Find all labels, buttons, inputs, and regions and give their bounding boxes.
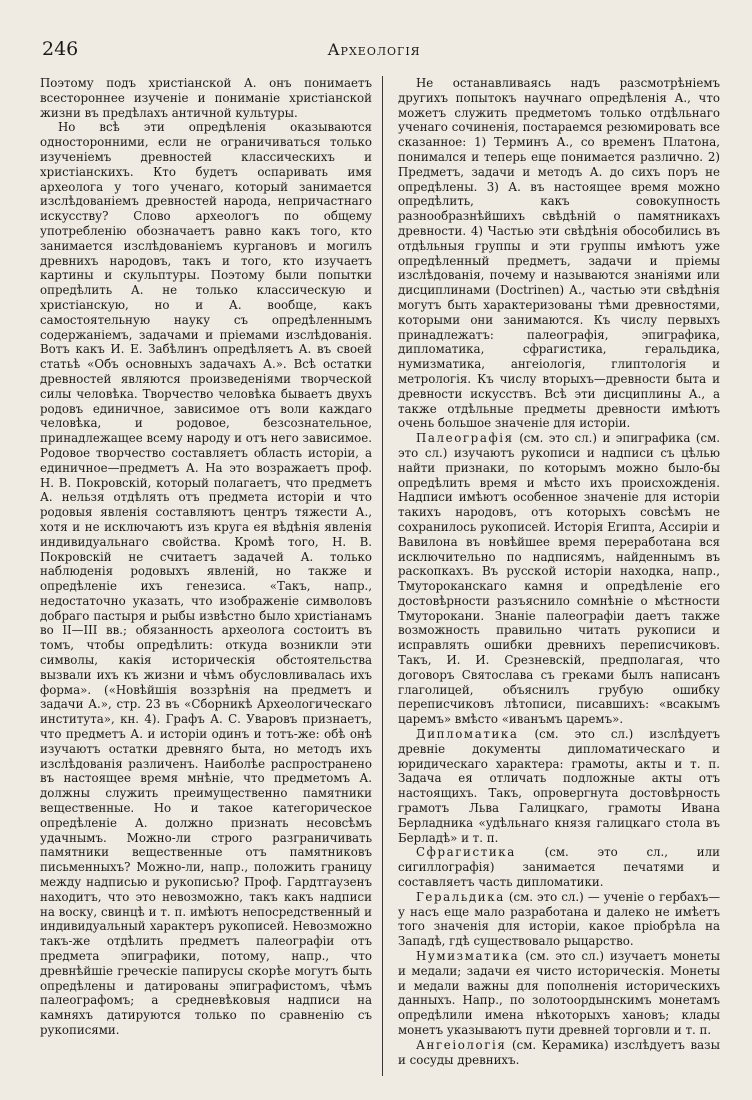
term-heading: Дипломатика: [416, 727, 519, 742]
paragraph: Но всѣ эти опредѣленія оказываются односторонними, если не ограничиваться только изученіемъ древностей классическихъ и христіанскихъ. Кто будетъ оспаривать имя археолога у того ученаго, который занимается изслѣдованіемъ древностей народа, непричастнаго искусству? Слово археологъ по общему употребленію обозначаетъ равно какъ того, кто занимается изслѣдованіемъ кургановъ и могилъ древнихъ народовъ, такъ и того, кто изучаетъ картины и скульптуры. Поэтому были попытки опредѣлить А. не только классическую и христіанскую, но и А. вообще, какъ самостоятельную науку съ опредѣленнымъ содержаніемъ, задачами и пріемами изслѣдованія. Вотъ какъ И. Е. Забѣлинъ опредѣляетъ А. въ своей статьѣ «Объ основныхъ задачахъ А.». Всѣ остатки древностей являются произведеніями творческой силы человѣка. Творчество человѣка бываетъ двухъ родовъ единичное, зависимое отъ воли каждаго человѣка, и родовое, безсознательное, принадлежащее всему народу и отъ него зависимое. Родовое творчество составляетъ область исторіи, а единичное—предметъ А. На это возражаетъ проф. Н. В. Покровскій, который полагаетъ, что предметъ А. нельзя отдѣлять отъ предмета исторіи и что родовыя явленія составляютъ центръ тяжести А., хотя и не исключаютъ изъ круга ея вѣдѣнія явленія индивидуальнаго свойства. Кромѣ того, Н. В. Покровскій не считаетъ задачей А. только наблюденія родовыхъ явленій, но также и опредѣленіе ихъ генезиса. «Такъ, напр., недостаточно указать, что изображеніе символовъ добраго пастыря и рыбы извѣстно было христіанамъ во II—III вв.; обязанность археолога состоитъ въ томъ, чтобы опредѣлить: откуда возникли эти символы, какія историческія обстоятельства вызвали ихъ къ жизни и чѣмъ обусловливалась ихъ форма». («Новѣйшія воззрѣнія на предметъ и задачи А.», стр. 23 въ «Сборникѣ Археологическаго института», кн. 4). Графъ А. С. Уваровъ признаетъ, что предметъ А. и исторіи одинъ и тотъ-же: обѣ онѣ изучаютъ остатки древняго быта, но методъ ихъ изслѣдованія различенъ. Наиболѣе распространено въ настоящее время мнѣніе, что предметомъ А. должны служить преимущественно памятники вещественные. Но и такое категорическое опредѣленіе А. должно признать несовсѣмъ удачнымъ. Можно-ли строго разграничивать памятники вещественные отъ памятниковъ письменныхъ? Можно-ли, напр., положить границу между надписью и рукописью? Проф. Гардтгаузенъ находитъ, что это невозможно, такъ какъ надписи на воску, свинцѣ и т. п. имѣютъ непосредственный и индивидуальный характеръ рукописей. Невозможно такъ-же отдѣлить предметъ палеографіи отъ предмета эпиграфики, потому, напр., что древнѣйшіе греческіе папирусы скорѣе могутъ быть опредѣлены и датированы эпиграфистомъ, чѣмъ палеографомъ; а средневѣковыя надписи на камняхъ датируются только по сравненію съ рукописями.: [40, 120, 372, 1037]
page-header: [42, 38, 706, 68]
paragraph: [398, 845, 720, 889]
left-column: [40, 76, 372, 1076]
paragraph-text: (см. это сл.) — ученіе о гербахъ—у насъ еще мало разработана и далеко не имѣетъ того значенія для исторіи, какое пріобрѣла на Западѣ, гдѣ существовало рыцарство.: [398, 889, 720, 949]
paragraph-text: (см. Керамика) изслѣдуетъ вазы и сосуды древнихъ.: [398, 1037, 720, 1067]
paragraph: [398, 949, 720, 1038]
page-number: 246: [42, 38, 79, 60]
term-heading: Палеографія: [416, 431, 514, 446]
right-column: [398, 76, 720, 1076]
term-heading: Геральдика: [416, 889, 505, 904]
paragraph-text: (см. это сл.) изслѣдуетъ древніе документы дипломатическаго и юридическаго характера: грамоты, акты и т. п. Задача ея отличать подложные акты отъ настоящихъ. Такъ, опровергнута достовѣрность грамотъ Льва Галицкаго, грамоты Ивана Берладника «удѣльнаго князя галицкаго стола въ Берладѣ» и т. п.: [398, 727, 720, 845]
paragraph-text: (см. это сл., или сигиллографія) занимается печатями и составляетъ часть дипломатики.: [398, 845, 720, 890]
paragraph-text: (см. это сл.) изучаетъ монеты и медали; задачи ея чисто историческія. Монеты и медали важны для пополненія историческихъ данныхъ. Напр., по золотоордынскимъ монетамъ опредѣлили имена нѣкоторыхъ хановъ; клады монетъ указываютъ пути древней торговли и т. п.: [398, 949, 720, 1037]
paragraph: [398, 1038, 720, 1068]
running-title: Археологія: [327, 40, 421, 59]
term-heading: Ангеіологія: [416, 1037, 507, 1052]
paragraph: Поэтому подъ христіанской А. онъ понимаетъ всестороннее изученіе и пониманіе христіанской жизни въ предѣлахъ античной культуры.: [40, 76, 372, 120]
paragraph: Не останавливаясь надъ разсмотрѣніемъ другихъ попытокъ научнаго опредѣленія А., что можетъ служить предметомъ только отдѣльнаго ученаго сочиненія, постараемся резюмировать все сказанное: 1) Терминъ А., со временъ Платона, понимался и теперь еще понимается различно. 2) Предметъ, задачи и методъ А. до сихъ поръ не опредѣлены. 3) А. въ настоящее время можно опредѣлить, какъ совокупность разнообразнѣйшихъ свѣдѣній о памятникахъ древности. 4) Частью эти свѣдѣнія обособились въ отдѣльныя группы и эти группы имѣютъ уже опредѣленный предметъ, задачи и пріемы изслѣдованія, почему и называются знаніями или дисциплинами (Doctrinen) А., частью эти свѣдѣнія могутъ быть характеризованы тѣми древностями, которыми они занимаются. Къ числу первыхъ принадлежатъ: палеографія, эпиграфика, дипломатика, сфрагистика, геральдика, нумизматика, ангеіологія, глиптологія и метрологія. Къ числу вторыхъ—древности быта и древности искусствъ. Всѣ эти дисциплины А., а также отдѣльные предметы древности имѣютъ очень большое значеніе для исторіи.: [398, 76, 720, 431]
paragraph: [398, 431, 720, 727]
column-divider: [382, 76, 383, 1076]
term-heading: Нумизматика: [416, 949, 520, 964]
term-heading: Сфрагистика: [416, 845, 516, 860]
paragraph: [398, 890, 720, 949]
paragraph-text: (см. это сл.) и эпиграфика (см. это сл.) изучаютъ рукописи и надписи съ цѣлью найти признаки, по которымъ можно было-бы опредѣлить время и мѣсто ихъ происхожденія. Надписи имѣютъ особенное значеніе для исторіи такихъ народовъ, отъ которыхъ совсѣмъ не сохранилось рукописей. Исторія Египта, Ассиріи и Вавилона въ новѣйшее время переработана вся исключительно по надписямъ, найденнымъ въ раскопкахъ. Въ русской исторіи находка, напр., Тмутороканскаго камня и опредѣленіе его достовѣрности разъяснило сомнѣніе о мѣстности Тмуторокани. Знаніе палеографіи даетъ также возможность правильно читать рукописи и исправлять ошибки древнихъ переписчиковъ. Такъ, И. И. Срезневскій, предполагая, что договоръ Святослава съ греками былъ написанъ глаголицей, объяснилъ грубую ошибку переписчиковъ лѣтописи, писавшихъ: «всакымъ царемъ» вмѣсто «иванъмъ царемъ».: [398, 431, 720, 727]
paragraph: [398, 727, 720, 845]
